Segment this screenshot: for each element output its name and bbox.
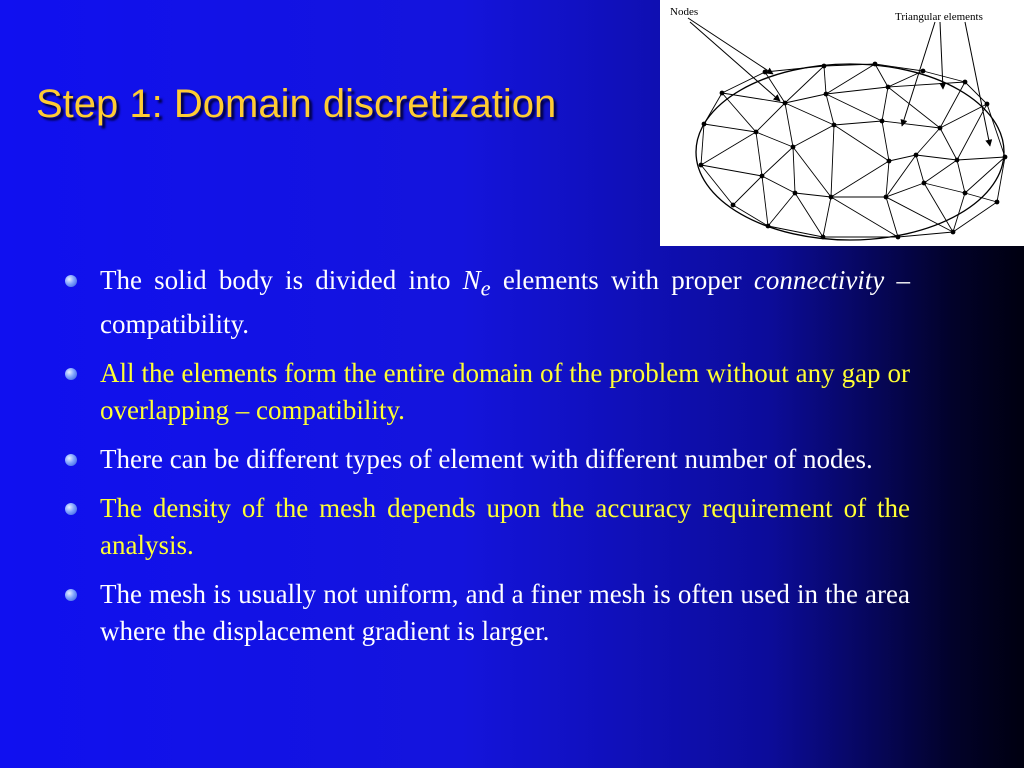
mesh-node — [702, 122, 707, 127]
mesh-edge — [916, 155, 957, 160]
mesh-edge — [762, 176, 768, 226]
mesh-node — [995, 200, 1000, 205]
mesh-edge — [957, 157, 1005, 160]
mesh-node — [887, 159, 892, 164]
domain-boundary — [696, 64, 1004, 240]
mesh-edge — [882, 121, 940, 128]
mesh-edge — [957, 104, 987, 160]
bullet-text: The mesh is usually not uniform, and a finer mesh is often used in the area where the displacement gradient is larger. — [100, 579, 910, 647]
mesh-node — [880, 119, 885, 124]
mesh-edge — [756, 103, 785, 132]
mesh-edge — [823, 197, 831, 237]
mesh-node — [793, 191, 798, 196]
bullet-dot-icon — [65, 368, 77, 380]
mesh-edge — [888, 71, 923, 87]
mesh-edge — [824, 66, 826, 94]
mesh-edge — [756, 132, 793, 147]
bullet-text: There can be different types of element with different number of nodes. — [100, 444, 873, 475]
mesh-edge — [701, 165, 733, 205]
mesh-node — [766, 224, 771, 229]
mesh-edge — [834, 121, 882, 125]
mesh-node — [914, 153, 919, 158]
mesh-edge — [834, 125, 889, 161]
symbol-n: N — [462, 265, 481, 295]
mesh-edge — [953, 202, 997, 232]
mesh-node — [963, 80, 968, 85]
mesh-edge — [733, 205, 768, 226]
mesh-node — [955, 158, 960, 163]
mesh-edge — [953, 193, 965, 232]
mesh-edge — [701, 165, 762, 176]
mesh-edge — [916, 128, 940, 155]
mesh-edge — [826, 94, 834, 125]
bullet-dot-icon — [65, 589, 77, 601]
mesh-edge — [831, 125, 834, 197]
mesh-node — [731, 203, 736, 208]
mesh-edge — [997, 157, 1005, 202]
mesh-node — [884, 195, 889, 200]
triangular-elements-label: Triangular elements — [895, 11, 983, 23]
mesh-edge — [762, 176, 795, 193]
mesh-node — [896, 235, 901, 240]
bullet-list — [64, 262, 910, 662]
bullet-text: All the elements form the entire domain of the problem without any gap or overlapping – compatibility. — [100, 358, 910, 426]
mesh-edge — [882, 121, 889, 161]
mesh-edge — [924, 160, 957, 183]
mesh-node — [873, 62, 878, 67]
mesh-node — [921, 69, 926, 74]
bullet-item — [64, 355, 910, 429]
mesh-node — [922, 181, 927, 186]
emphasis-connectivity: connectivity — [753, 265, 885, 295]
mesh-edge — [924, 183, 965, 193]
mesh-node — [699, 163, 704, 168]
mesh-edge — [785, 66, 824, 103]
bullet-text: – compatibility. — [100, 265, 910, 340]
mesh-edge — [916, 155, 924, 183]
mesh-edge — [793, 147, 831, 197]
mesh-edge — [888, 87, 940, 128]
mesh-node — [829, 195, 834, 200]
mesh-edge — [704, 124, 756, 132]
bullet-item — [64, 490, 910, 564]
mesh-edge — [875, 64, 923, 71]
mesh-edge — [826, 94, 882, 121]
mesh-edge — [793, 125, 834, 147]
mesh-node — [832, 123, 837, 128]
mesh-node — [963, 191, 968, 196]
mesh-edge — [785, 103, 793, 147]
bullet-text: The solid body is divided into — [100, 265, 463, 295]
mesh-edge — [785, 94, 826, 103]
mesh-edge — [831, 161, 889, 197]
mesh-node — [760, 174, 765, 179]
mesh-node — [821, 235, 826, 240]
mesh-edge — [940, 82, 965, 128]
mesh-node — [791, 145, 796, 150]
mesh-edge — [987, 104, 1005, 157]
bullet-text: elements with proper — [490, 265, 754, 295]
mesh-edge — [762, 147, 793, 176]
mesh-node — [824, 92, 829, 97]
mesh-edge — [785, 103, 834, 125]
triangular-mesh-diagram — [660, 0, 1024, 246]
mesh-node — [754, 130, 759, 135]
mesh-node — [720, 91, 725, 96]
mesh-edge — [733, 176, 762, 205]
mesh-edge — [793, 147, 795, 193]
mesh-edge — [957, 160, 965, 193]
bullet-dot-icon — [65, 275, 77, 287]
mesh-node — [886, 85, 891, 90]
mesh-edge — [768, 193, 795, 226]
mesh-edge — [701, 132, 756, 165]
mesh-edge — [940, 128, 957, 160]
mesh-edge — [768, 226, 823, 237]
mesh-edge — [886, 161, 889, 197]
mesh-edge — [795, 193, 823, 237]
bullet-text: The density of the mesh depends upon the accuracy requirement of the analysis. — [100, 493, 910, 561]
mesh-figure — [660, 0, 1024, 246]
bullet-dot-icon — [65, 503, 77, 515]
mesh-node — [1003, 155, 1008, 160]
mesh-edge — [756, 132, 762, 176]
mesh-node — [951, 230, 956, 235]
bullet-item — [64, 576, 910, 650]
symbol-subscript-e: e — [480, 275, 491, 301]
mesh-node — [822, 64, 827, 69]
mesh-edge — [965, 193, 997, 202]
mesh-edge — [882, 87, 888, 121]
mesh-edge — [765, 72, 785, 103]
mesh-node — [938, 126, 943, 131]
mesh-edge — [704, 93, 722, 124]
bullet-dot-icon — [65, 454, 77, 466]
mesh-edge — [886, 183, 924, 197]
mesh-edge — [795, 193, 831, 197]
mesh-edge — [722, 93, 756, 132]
mesh-edge — [940, 104, 987, 128]
bullet-item — [64, 441, 910, 478]
bullet-item — [64, 262, 910, 343]
mesh-node — [783, 101, 788, 106]
nodes-label: Nodes — [670, 6, 699, 18]
mesh-node — [985, 102, 990, 107]
slide-title: Step 1: Domain discretization — [36, 82, 557, 126]
mesh-edge — [765, 66, 824, 72]
mesh-edge — [722, 93, 785, 103]
mesh-edge — [875, 64, 888, 87]
